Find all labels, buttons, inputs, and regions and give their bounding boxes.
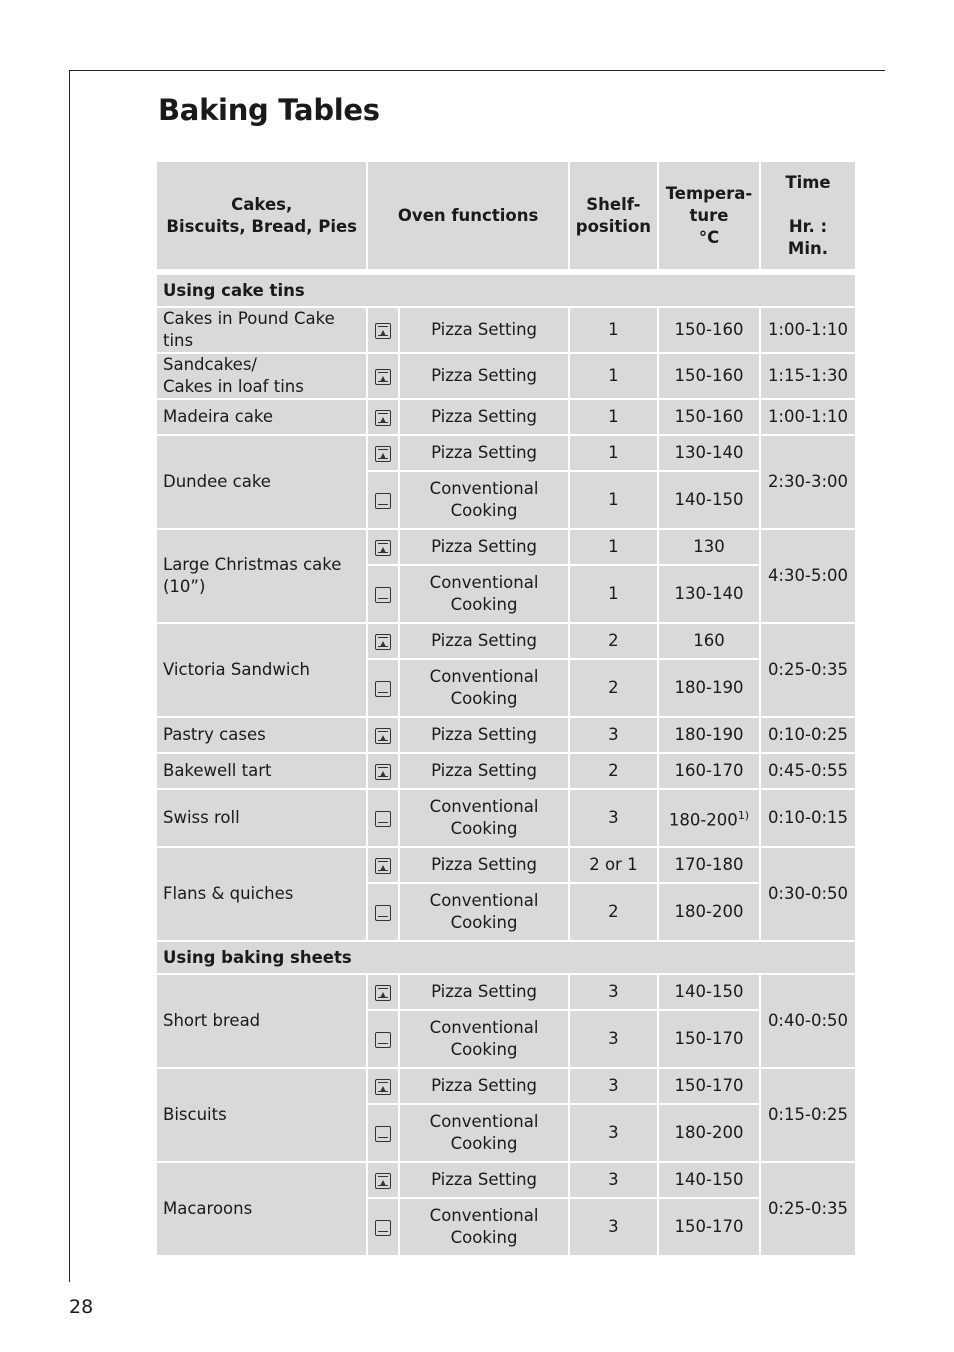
pizza-setting-icon <box>375 446 391 462</box>
shelf-cell: 2 <box>570 624 657 658</box>
pizza-setting-icon <box>375 1173 391 1189</box>
function-line1: Conventional <box>429 479 539 498</box>
food-cell: Macaroons <box>157 1163 366 1255</box>
temperature-cell <box>659 975 759 1009</box>
function-icon-cell <box>368 660 398 716</box>
shelf-cell: 3 <box>570 1069 657 1103</box>
function-line1: Conventional <box>429 667 539 686</box>
food-cell: Dundee cake <box>157 436 366 528</box>
function-name: Pizza Setting <box>400 436 567 470</box>
shelf-cell: 1 <box>570 472 657 528</box>
time-cell: 1:00-1:10 <box>761 308 855 352</box>
function-name: Pizza Setting <box>400 354 567 398</box>
function-name <box>400 566 567 622</box>
function-icon-cell <box>368 354 398 398</box>
temperature-cell <box>659 1163 759 1197</box>
header-temperature <box>659 162 759 269</box>
function-name: Pizza Setting <box>400 848 567 882</box>
table-row <box>157 624 855 658</box>
time-cell: 0:40-0:50 <box>761 975 855 1067</box>
footnote-marker: 1) <box>737 808 750 822</box>
header-shelf-line2: position <box>575 216 652 236</box>
food-line1: Large Christmas cake <box>163 555 342 574</box>
time-cell: 0:25-0:35 <box>761 624 855 716</box>
temperature-value: 140-150 <box>674 490 744 509</box>
temperature-value: 180-190 <box>674 678 744 697</box>
shelf-cell: 2 <box>570 884 657 940</box>
function-icon-cell <box>368 624 398 658</box>
function-line1: Conventional <box>429 1112 539 1131</box>
header-shelf <box>570 162 657 269</box>
function-icon-cell <box>368 1069 398 1103</box>
table-row <box>157 754 855 788</box>
pizza-setting-icon <box>375 858 391 874</box>
table-row <box>157 790 855 846</box>
function-icon-cell <box>368 308 398 352</box>
temperature-value: 140-150 <box>674 982 744 1001</box>
pizza-setting-icon <box>375 323 391 339</box>
temperature-value: 140-150 <box>674 1170 744 1189</box>
function-name <box>400 1011 567 1067</box>
function-icon-cell <box>368 790 398 846</box>
temperature-value: 150-170 <box>674 1217 744 1236</box>
conventional-cooking-icon <box>375 905 391 921</box>
pizza-setting-icon <box>375 985 391 1001</box>
header-time <box>761 162 855 269</box>
temperature-value: 170-180 <box>674 855 744 874</box>
icon-bar <box>378 1185 388 1186</box>
shelf-cell: 3 <box>570 1163 657 1197</box>
spacer <box>157 271 855 273</box>
pizza-setting-icon <box>375 540 391 556</box>
function-name <box>400 1105 567 1161</box>
temperature-value: 160-170 <box>674 761 744 780</box>
table-row <box>157 354 855 398</box>
temperature-value: 130-140 <box>674 584 744 603</box>
function-name: Pizza Setting <box>400 400 567 434</box>
food-cell: Pastry cases <box>157 718 366 752</box>
pizza-setting-icon <box>375 728 391 744</box>
header-time-line2: Hr. : Min. <box>787 216 829 258</box>
temperature-value: 130-140 <box>674 443 744 462</box>
food-line2: (10”) <box>163 577 206 596</box>
icon-bar <box>378 552 388 553</box>
temperature-cell <box>659 790 759 846</box>
table-row <box>157 436 855 470</box>
conventional-cooking-icon <box>375 1220 391 1236</box>
page-title: Baking Tables <box>158 93 380 127</box>
pizza-setting-icon <box>375 369 391 385</box>
header-oven-functions: Oven functions <box>368 162 567 269</box>
header-temp-unit: °C <box>698 227 720 247</box>
function-line1: Conventional <box>429 1206 539 1225</box>
time-cell: 0:15-0:25 <box>761 1069 855 1161</box>
function-line2: Cooking <box>450 913 518 932</box>
food-cell: Biscuits <box>157 1069 366 1161</box>
function-line1: Conventional <box>429 797 539 816</box>
temperature-value: 180-200 <box>674 902 744 921</box>
shelf-cell: 3 <box>570 718 657 752</box>
conventional-cooking-icon <box>375 681 391 697</box>
function-name <box>400 660 567 716</box>
temperature-cell <box>659 354 759 398</box>
header-food-line1: Cakes, <box>231 194 293 214</box>
temperature-cell <box>659 848 759 882</box>
function-icon-cell <box>368 1199 398 1255</box>
temperature-value: 150-160 <box>674 366 744 385</box>
time-cell: 0:25-0:35 <box>761 1163 855 1255</box>
temperature-cell <box>659 1199 759 1255</box>
function-line2: Cooking <box>450 819 518 838</box>
table-row <box>157 718 855 752</box>
shelf-cell: 1 <box>570 308 657 352</box>
temperature-cell <box>659 400 759 434</box>
function-icon-cell <box>368 848 398 882</box>
function-name: Pizza Setting <box>400 975 567 1009</box>
shelf-cell: 1 <box>570 354 657 398</box>
icon-bar <box>378 422 388 423</box>
table-header-row <box>157 162 855 269</box>
function-icon-cell <box>368 566 398 622</box>
temperature-value: 150-160 <box>674 320 744 339</box>
time-cell: 1:00-1:10 <box>761 400 855 434</box>
temperature-cell <box>659 566 759 622</box>
function-icon-cell <box>368 718 398 752</box>
table-row <box>157 1163 855 1197</box>
temperature-value: 150-170 <box>674 1076 744 1095</box>
function-line2: Cooking <box>450 1134 518 1153</box>
function-name <box>400 1199 567 1255</box>
section-title: Using baking sheets <box>157 942 855 973</box>
food-cell: Swiss roll <box>157 790 366 846</box>
food-cell: Flans & quiches <box>157 848 366 940</box>
left-rule <box>69 70 70 1282</box>
shelf-cell: 3 <box>570 975 657 1009</box>
function-name <box>400 472 567 528</box>
shelf-cell: 2 or 1 <box>570 848 657 882</box>
food-line2: Cakes in loaf tins <box>163 377 304 396</box>
temperature-cell <box>659 1011 759 1067</box>
time-cell: 0:30-0:50 <box>761 848 855 940</box>
function-name <box>400 790 567 846</box>
table-row <box>157 848 855 882</box>
temperature-cell <box>659 754 759 788</box>
pizza-setting-icon <box>375 410 391 426</box>
function-line1: Conventional <box>429 1018 539 1037</box>
icon-bar <box>378 335 388 336</box>
table-row <box>157 975 855 1009</box>
function-icon-cell <box>368 1105 398 1161</box>
conventional-cooking-icon <box>375 1126 391 1142</box>
pizza-setting-icon <box>375 634 391 650</box>
table-row <box>157 308 855 352</box>
conventional-cooking-icon <box>375 587 391 603</box>
function-name: Pizza Setting <box>400 530 567 564</box>
function-icon-cell <box>368 754 398 788</box>
table-row <box>157 400 855 434</box>
temperature-cell <box>659 1105 759 1161</box>
baking-table <box>155 160 857 1257</box>
temperature-value: 180-200 <box>674 1123 744 1142</box>
pizza-setting-icon <box>375 764 391 780</box>
shelf-cell: 3 <box>570 1105 657 1161</box>
function-icon-cell <box>368 884 398 940</box>
temperature-value: 130 <box>693 537 725 556</box>
food-cell: Short bread <box>157 975 366 1067</box>
shelf-cell: 1 <box>570 566 657 622</box>
section-row <box>157 942 855 973</box>
food-cell: Madeira cake <box>157 400 366 434</box>
table-row <box>157 1069 855 1103</box>
function-line2: Cooking <box>450 595 518 614</box>
top-rule <box>69 70 885 71</box>
function-line2: Cooking <box>450 1040 518 1059</box>
header-time-line1: Time <box>785 172 831 192</box>
section-row <box>157 275 855 306</box>
temperature-cell <box>659 884 759 940</box>
time-cell: 0:45-0:55 <box>761 754 855 788</box>
baking-table-body <box>157 162 855 1255</box>
function-icon-cell <box>368 1011 398 1067</box>
icon-bar <box>378 870 388 871</box>
shelf-cell: 2 <box>570 660 657 716</box>
temperature-cell <box>659 436 759 470</box>
food-cell: Cakes in Pound Cake tins <box>157 308 366 352</box>
spacer-row <box>157 271 855 273</box>
shelf-cell: 3 <box>570 1011 657 1067</box>
icon-bar <box>378 740 388 741</box>
header-food <box>157 162 366 269</box>
icon-bar <box>378 458 388 459</box>
temperature-cell <box>659 718 759 752</box>
temperature-value: 150-160 <box>674 407 744 426</box>
function-icon-cell <box>368 975 398 1009</box>
function-line1: Conventional <box>429 891 539 910</box>
shelf-cell: 1 <box>570 530 657 564</box>
shelf-cell: 3 <box>570 1199 657 1255</box>
header-temp-line1: Tempera- <box>665 183 753 203</box>
function-name: Pizza Setting <box>400 624 567 658</box>
function-icon-cell <box>368 400 398 434</box>
function-icon-cell <box>368 436 398 470</box>
conventional-cooking-icon <box>375 811 391 827</box>
food-cell <box>157 530 366 622</box>
temperature-cell <box>659 660 759 716</box>
function-name: Pizza Setting <box>400 718 567 752</box>
temperature-cell <box>659 530 759 564</box>
conventional-cooking-icon <box>375 493 391 509</box>
temperature-cell <box>659 1069 759 1103</box>
shelf-cell: 1 <box>570 400 657 434</box>
temperature-value: 180-190 <box>674 725 744 744</box>
icon-bar <box>378 1091 388 1092</box>
shelf-cell: 2 <box>570 754 657 788</box>
shelf-cell: 1 <box>570 436 657 470</box>
header-food-line2: Biscuits, Bread, Pies <box>166 216 357 236</box>
icon-bar <box>378 381 388 382</box>
icon-bar <box>378 997 388 998</box>
function-icon-cell <box>368 1163 398 1197</box>
temperature-cell <box>659 308 759 352</box>
function-icon-cell <box>368 530 398 564</box>
time-cell: 4:30-5:00 <box>761 530 855 622</box>
temperature-value: 150-170 <box>674 1029 744 1048</box>
temperature-cell <box>659 624 759 658</box>
function-icon-cell <box>368 472 398 528</box>
function-name: Pizza Setting <box>400 1163 567 1197</box>
time-cell: 0:10-0:15 <box>761 790 855 846</box>
icon-bar <box>378 776 388 777</box>
food-cell: Bakewell tart <box>157 754 366 788</box>
function-line2: Cooking <box>450 501 518 520</box>
food-cell: Victoria Sandwich <box>157 624 366 716</box>
header-temp-line2: ture <box>689 205 729 225</box>
header-shelf-line1: Shelf- <box>586 194 641 214</box>
time-cell: 0:10-0:25 <box>761 718 855 752</box>
time-cell: 2:30-3:00 <box>761 436 855 528</box>
food-cell <box>157 354 366 398</box>
conventional-cooking-icon <box>375 1032 391 1048</box>
pizza-setting-icon <box>375 1079 391 1095</box>
function-line2: Cooking <box>450 1228 518 1247</box>
page-number: 28 <box>69 1296 94 1318</box>
food-line1: Sandcakes/ <box>163 355 257 374</box>
function-line1: Conventional <box>429 573 539 592</box>
temperature-cell <box>659 472 759 528</box>
icon-bar <box>378 646 388 647</box>
function-line2: Cooking <box>450 689 518 708</box>
function-name: Pizza Setting <box>400 754 567 788</box>
table-row <box>157 530 855 564</box>
function-name <box>400 884 567 940</box>
time-cell: 1:15-1:30 <box>761 354 855 398</box>
temperature-value: 160 <box>693 631 725 650</box>
function-name: Pizza Setting <box>400 308 567 352</box>
temperature-value: 180-200 <box>668 810 738 830</box>
shelf-cell: 3 <box>570 790 657 846</box>
function-name: Pizza Setting <box>400 1069 567 1103</box>
section-title: Using cake tins <box>157 275 855 306</box>
